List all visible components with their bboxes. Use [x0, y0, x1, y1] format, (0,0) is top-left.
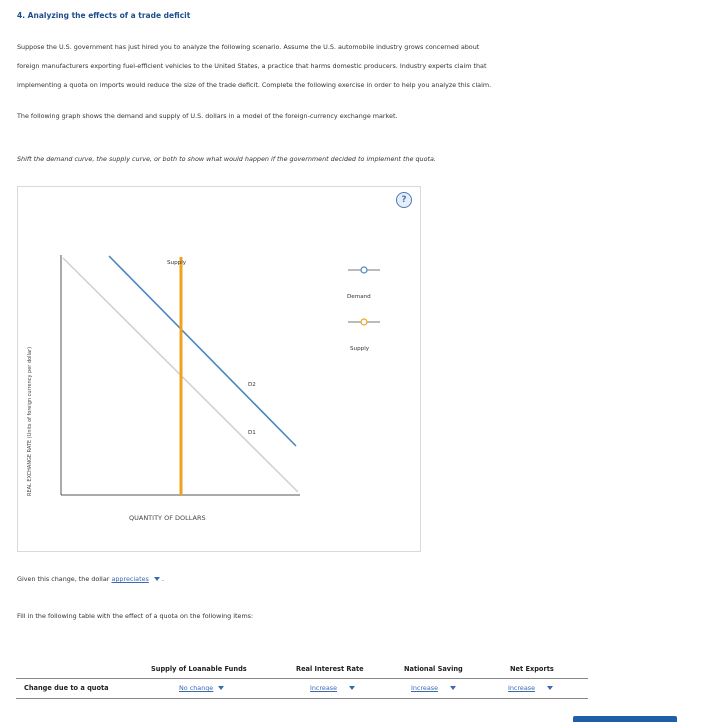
help-icon[interactable]: ?	[396, 192, 412, 208]
interest-rate-value: Increase	[310, 684, 338, 692]
chevron-down-icon	[547, 686, 553, 690]
question-suffix: .	[161, 575, 164, 583]
national-saving-value: Increase	[411, 684, 439, 692]
national-saving-dropdown[interactable]	[411, 684, 456, 692]
table-intro: Fill in the following table with the effect of a quota on the following items:	[17, 612, 254, 620]
col-header-national-saving: National Saving	[404, 665, 463, 673]
legend-demand-marker[interactable]	[361, 267, 367, 273]
table-header-divider	[16, 678, 588, 679]
row-label-quota: Change due to a quota	[24, 684, 109, 692]
legend-supply-marker[interactable]	[361, 319, 367, 325]
submit-button[interactable]	[573, 716, 677, 722]
intro-line-2: foreign manufacturers exporting fuel-efficient vehicles to the United States, a practice that harms domestic producers. Industry experts claim that	[17, 62, 487, 70]
d1-curve-label: D1	[248, 430, 256, 436]
chevron-down-icon	[154, 577, 160, 581]
col-header-net-exports: Net Exports	[510, 665, 554, 673]
col-header-loanable-funds: Supply of Loanable Funds	[151, 665, 247, 673]
chevron-down-icon	[218, 686, 224, 690]
instruction: Shift the demand curve, the supply curve, or both to show what would happen if the government decided to implement the quota.	[17, 155, 436, 163]
graph-intro: The following graph shows the demand and supply of U.S. dollars in a model of the foreign-currency exchange market.	[17, 112, 398, 120]
chevron-down-icon	[349, 686, 355, 690]
legend-demand-label: Demand	[347, 294, 371, 300]
dollar-direction-value: appreciates	[111, 575, 149, 583]
y-axis-label: REAL EXCHANGE RATE (Units of foreign currency per dollar)	[27, 346, 33, 496]
supply-curve-label: Supply	[167, 260, 187, 266]
question-prefix: Given this change, the dollar	[17, 575, 110, 583]
interest-rate-dropdown[interactable]	[310, 684, 355, 692]
net-exports-value: Increase	[508, 684, 536, 692]
col-header-interest-rate: Real Interest Rate	[296, 665, 364, 673]
demand-curve-d2[interactable]	[109, 256, 296, 446]
section-heading: 4. Analyzing the effects of a trade deficit	[17, 11, 191, 20]
dollar-direction-dropdown[interactable]	[111, 575, 159, 583]
dollar-question	[17, 570, 164, 590]
net-exports-dropdown[interactable]	[508, 684, 553, 692]
chevron-down-icon	[450, 686, 456, 690]
intro-line-3: implementing a quota on imports would reduce the size of the trade deficit. Complete the following exercise in order to help you analyze this claim.	[17, 81, 492, 89]
d2-curve-label: D2	[248, 382, 256, 388]
loanable-funds-dropdown[interactable]	[179, 684, 224, 692]
x-axis-label: QUANTITY OF DOLLARS	[129, 514, 206, 522]
loanable-funds-value: No change	[179, 684, 214, 692]
legend-supply-label: Supply	[350, 346, 370, 352]
intro-line-1: Suppose the U.S. government has just hired you to analyze the following scenario. Assume the U.S. automobile industry grows concerned about	[17, 43, 480, 51]
table-row-divider	[16, 698, 588, 699]
